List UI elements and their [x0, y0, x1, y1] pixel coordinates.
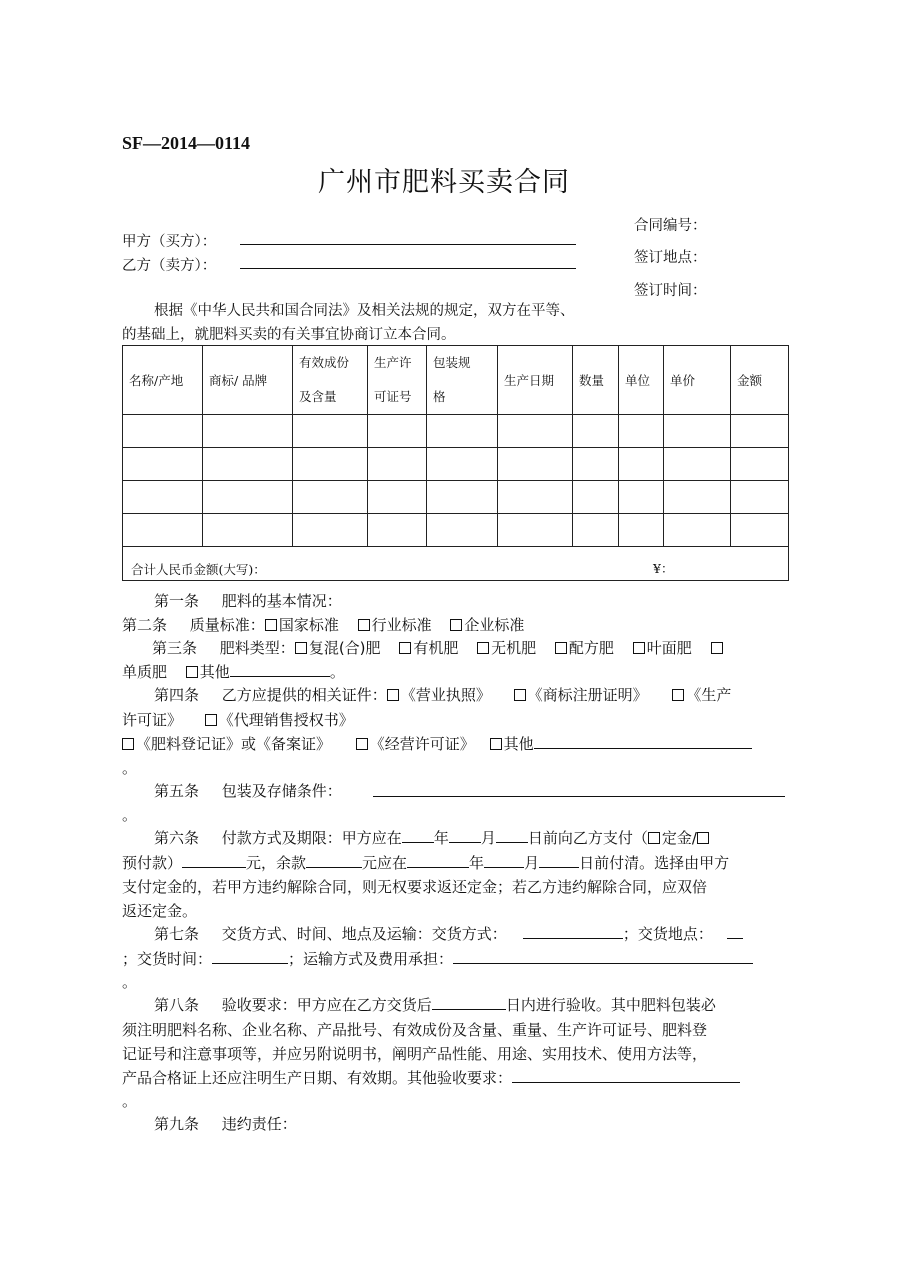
checkbox[interactable]	[122, 738, 134, 750]
article-9	[154, 1113, 297, 1134]
buyer-field[interactable]	[240, 229, 576, 245]
table-row[interactable]	[123, 481, 789, 514]
article-6-head: 第六条	[154, 829, 200, 847]
article-4-line-2	[122, 709, 354, 730]
option-label: 无机肥	[491, 639, 537, 657]
table-total-row	[123, 547, 789, 581]
day-field[interactable]	[496, 827, 528, 843]
month-label: 月	[524, 854, 540, 872]
th-price: 单价	[664, 346, 731, 415]
checkbox[interactable]	[697, 832, 709, 844]
option-label: 单质肥	[122, 663, 168, 681]
article-4-head: 第四条	[154, 686, 200, 704]
th-qty: 数量	[573, 346, 619, 415]
delivery-text: ；运输方式及费用承担：	[288, 950, 454, 968]
transport-field[interactable]	[453, 948, 753, 964]
article-1	[154, 590, 342, 611]
delivery-method-field[interactable]	[523, 923, 623, 939]
option-label: 《代理销售授权书》	[218, 711, 354, 729]
option-label: 叶面肥	[646, 639, 692, 657]
month-label: 月	[480, 829, 496, 847]
checkbox[interactable]	[265, 619, 277, 631]
article-8-head: 第八条	[154, 996, 200, 1014]
document-code: SF—2014—0114	[122, 133, 251, 153]
checkbox[interactable]	[711, 642, 723, 654]
product-table	[122, 345, 789, 581]
article-2-head: 第二条	[122, 616, 168, 634]
th-date: 生产日期	[498, 346, 573, 415]
option-label: 行业标准	[371, 616, 432, 634]
article-9-text: 违约责任：	[221, 1115, 297, 1133]
acceptance-text: 日内进行验收。其中肥料包装必	[505, 996, 716, 1014]
seller-label: 乙方（卖方）：	[122, 258, 217, 274]
article-1-text: 肥料的基本情况：	[221, 592, 342, 610]
th-unit: 单位	[619, 346, 664, 415]
article-4	[154, 684, 731, 705]
checkbox[interactable]	[186, 666, 198, 678]
th-amount: 金额	[731, 346, 789, 415]
article-3-line-2	[122, 661, 345, 682]
option-label: 其他	[503, 735, 534, 753]
option-label: 其他	[199, 663, 230, 681]
article-6-line-4: 返还定金。	[122, 902, 198, 920]
article-4-line-3	[122, 733, 752, 754]
period: 。	[122, 1092, 138, 1110]
year-label: 年	[433, 829, 449, 847]
delivery-text: ；交货时间：	[122, 950, 213, 968]
payment-text: 日前向乙方支付（	[527, 829, 648, 847]
checkbox[interactable]	[633, 642, 645, 654]
payment-text: 元，余款	[246, 854, 307, 872]
other-field[interactable]	[230, 661, 330, 677]
delivery-time-field[interactable]	[212, 948, 288, 964]
month-field[interactable]	[449, 827, 481, 843]
checkbox[interactable]	[555, 642, 567, 654]
table-row[interactable]	[123, 415, 789, 448]
option-label: 复混(合)肥	[308, 639, 381, 657]
period: 。	[122, 806, 138, 824]
article-7-line-2	[122, 948, 753, 969]
document-title: 广州市肥料买卖合同	[318, 167, 570, 198]
checkbox[interactable]	[356, 738, 368, 750]
total-label: 合计人民币金额(大写)：	[131, 561, 266, 577]
option-label: 国家标准	[278, 616, 339, 634]
th-license: 生产许 可证号	[368, 346, 427, 415]
checkbox[interactable]	[672, 689, 684, 701]
acceptance-text: 验收要求：甲方应在乙方交货后	[221, 996, 432, 1014]
th-content: 有效成份 及含量	[293, 346, 368, 415]
intro-line-1: 根据《中华人民共和国合同法》及相关法规的规定，双方在平等、	[154, 303, 575, 319]
buyer-label: 甲方（买方）：	[122, 234, 217, 250]
option-label: 《商标注册证明》	[527, 686, 648, 704]
article-5-head: 第五条	[154, 782, 200, 800]
balance-field[interactable]	[306, 852, 362, 868]
article-2-text: 质量标准：	[189, 616, 265, 634]
option-label: 《生产	[686, 686, 732, 704]
article-3-head: 第三条	[152, 639, 198, 657]
article-7-head: 第七条	[154, 925, 200, 943]
checkbox[interactable]	[205, 714, 217, 726]
article-6-line-2	[122, 852, 729, 873]
option-label: 企业标准	[464, 616, 525, 634]
payment-text: 元应在	[362, 854, 408, 872]
option-label: 定金/	[661, 829, 697, 847]
table-header-row	[123, 346, 789, 415]
th-package: 包装规 格	[427, 346, 498, 415]
article-8	[154, 994, 716, 1015]
article-9-head: 第九条	[154, 1115, 200, 1133]
table-row[interactable]	[123, 448, 789, 481]
checkbox[interactable]	[514, 689, 526, 701]
article-6	[154, 827, 711, 848]
day-field[interactable]	[539, 852, 579, 868]
article-5-text: 包装及存储条件：	[221, 782, 342, 800]
option-label: 《营业执照》	[400, 686, 491, 704]
days-field[interactable]	[432, 994, 506, 1010]
option-label: 许可证》	[122, 711, 183, 729]
other-acceptance-field[interactable]	[512, 1067, 740, 1083]
article-8-line-2: 须注明肥料名称、企业名称、产品批号、有效成份及含量、重量、生产许可证号、肥料登	[122, 1021, 708, 1039]
checkbox[interactable]	[399, 642, 411, 654]
delivery-text: ；交货地点：	[622, 925, 713, 943]
payment-text: 付款方式及期限：甲方应在	[221, 829, 402, 847]
period: 。	[122, 759, 138, 777]
checkbox[interactable]	[490, 738, 502, 750]
seller-field[interactable]	[240, 253, 576, 269]
month-field[interactable]	[484, 852, 524, 868]
th-name: 名称/产地	[123, 346, 203, 415]
table-row[interactable]	[123, 514, 789, 547]
article-7	[154, 923, 743, 944]
period: 。	[329, 663, 345, 681]
other-field[interactable]	[534, 733, 752, 749]
article-8-line-4	[122, 1067, 740, 1088]
article-8-line-3: 记证号和注意事项等，并应另附说明书，阐明产品性能、用途、实用技术、使用方法等，	[122, 1045, 708, 1063]
checkbox[interactable]	[648, 832, 660, 844]
contract-number-label: 合同编号：	[634, 218, 707, 234]
th-brand: 商标/ 品牌	[203, 346, 293, 415]
option-label: 配方肥	[568, 639, 614, 657]
payment-text: 预付款）	[122, 854, 183, 872]
year-field[interactable]	[407, 852, 469, 868]
article-3-text: 肥料类型：	[219, 639, 295, 657]
sign-place-label: 签订地点：	[634, 250, 707, 266]
article-1-head: 第一条	[154, 592, 200, 610]
checkbox[interactable]	[450, 619, 462, 631]
article-2	[122, 614, 524, 635]
option-label: 有机肥	[413, 639, 459, 657]
article-3	[152, 637, 725, 658]
payment-text: 日前付清。选择由甲方	[579, 854, 730, 872]
amount-field[interactable]	[182, 852, 246, 868]
yen-label: ¥：	[653, 561, 674, 576]
article-5	[154, 780, 342, 801]
intro-line-2: 的基础上，就肥料买卖的有关事宜协商订立本合同。	[122, 327, 456, 343]
acceptance-text: 产品合格证上还应注明生产日期、有效期。其他验收要求：	[122, 1069, 513, 1087]
checkbox[interactable]	[387, 689, 399, 701]
option-label: 《肥料登记证》或《备案证》	[136, 735, 332, 753]
article-4-text: 乙方应提供的相关证件：	[221, 686, 387, 704]
year-label: 年	[469, 854, 485, 872]
article-6-line-3: 支付定金的，若甲方违约解除合同，则无权要求返还定金；若乙方违约解除合同，应双倍	[122, 878, 708, 896]
period: 。	[122, 973, 138, 991]
sign-time-label: 签订时间：	[634, 283, 707, 299]
year-field[interactable]	[402, 827, 434, 843]
option-label: 《经营许可证》	[369, 735, 475, 753]
checkbox[interactable]	[477, 642, 489, 654]
checkbox[interactable]	[295, 642, 307, 654]
storage-field[interactable]	[373, 781, 785, 797]
delivery-place-field[interactable]	[727, 923, 743, 939]
delivery-text: 交货方式、时间、地点及运输：交货方式：	[221, 925, 507, 943]
checkbox[interactable]	[358, 619, 370, 631]
